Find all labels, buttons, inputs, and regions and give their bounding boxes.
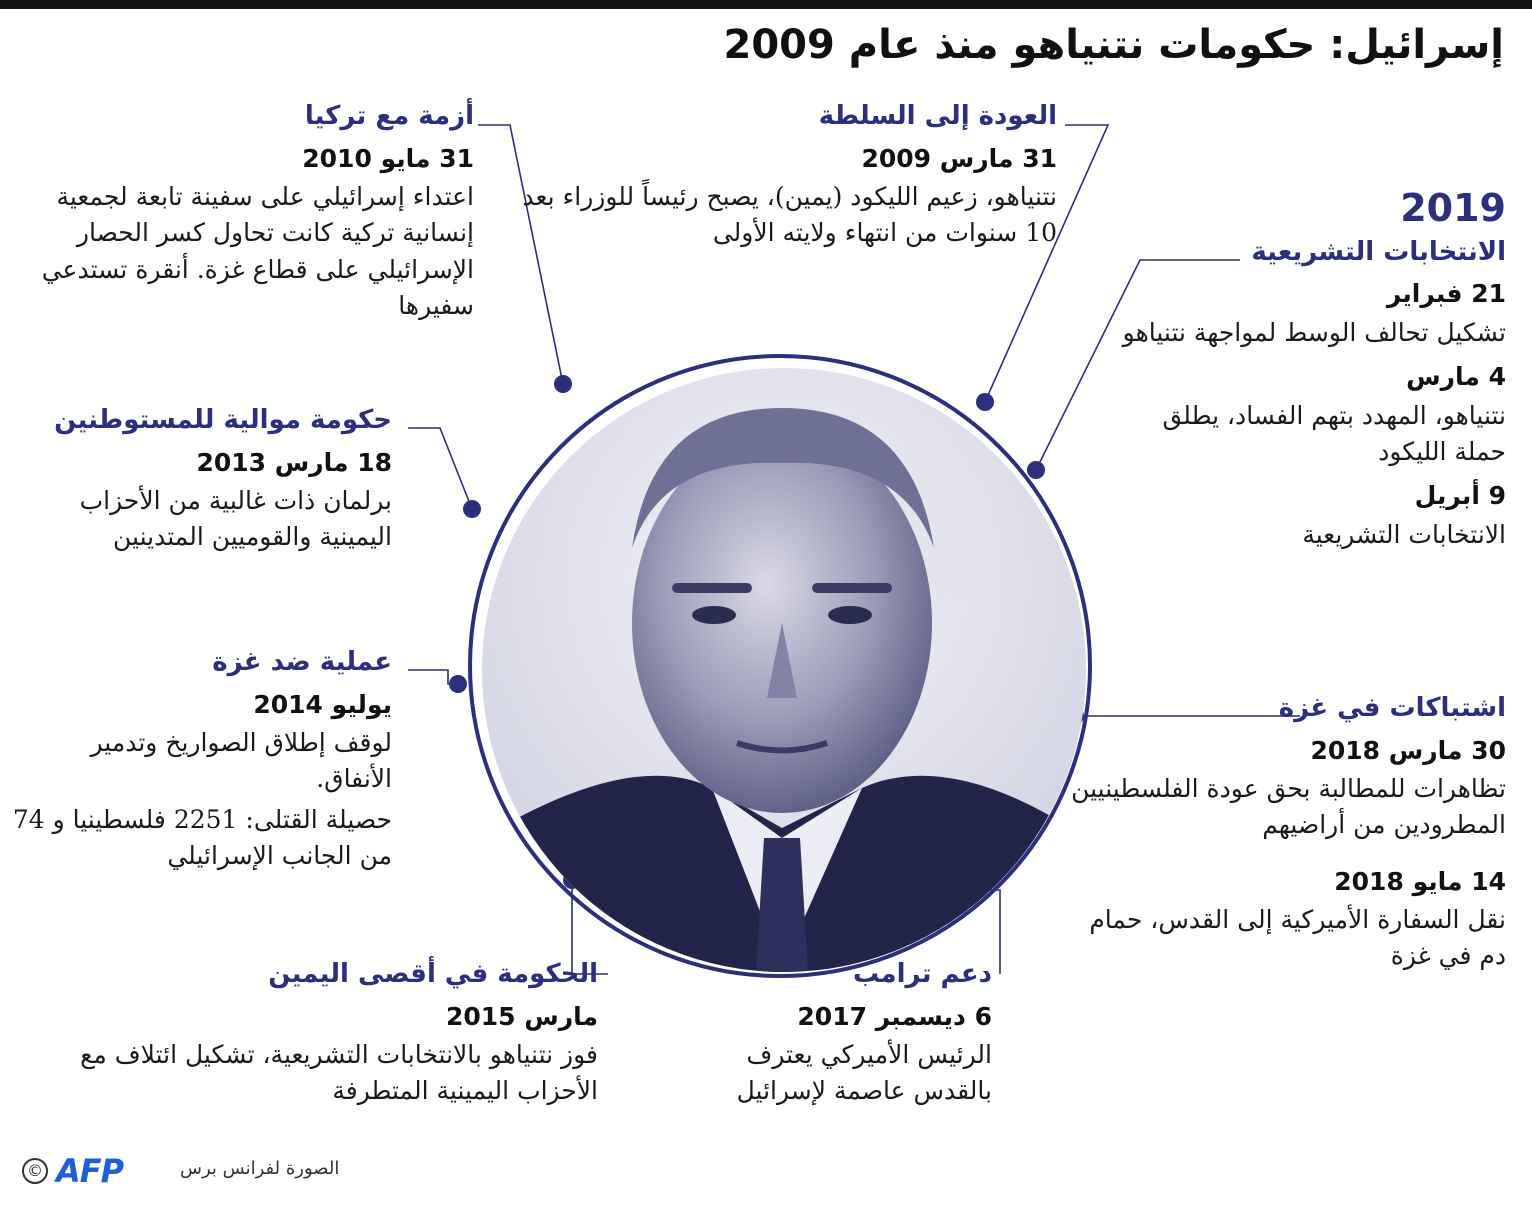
- afp-logo: AFP: [56, 1152, 124, 1190]
- photo-credit: الصورة لفرانس برس: [180, 1158, 340, 1179]
- event-description: فوز نتنياهو بالانتخابات التشريعية، تشكيل ائتلاف مع الأحزاب اليمينية المتطرفة: [80, 1040, 598, 1106]
- event-date: 31 مارس 2009: [861, 143, 1057, 173]
- event-heading: حكومة موالية للمستوطنين: [54, 405, 392, 435]
- event-date: 18 مارس 2013: [196, 447, 392, 477]
- event-trump-support: [662, 958, 992, 1110]
- page-title: إسرائيل: حكومات نتنياهو منذ عام 2009: [723, 22, 1504, 68]
- event-heading: العودة إلى السلطة: [818, 101, 1057, 131]
- event-heading: دعم ترامب: [852, 959, 992, 989]
- event-date: 6 ديسمبر 2017: [797, 1001, 992, 1031]
- event-description: نتنياهو، زعيم الليكود (يمين)، يصبح رئيساً للوزراء بعد 10 سنوات من انتهاء ولايته الأولى: [522, 182, 1057, 248]
- casualties-note: حصيلة القتلى: 2251 فلسطينيا و 74 من الجانب الإسرائيلي: [12, 804, 392, 870]
- marker-settler-government: [463, 500, 481, 518]
- leader-settler-government: [408, 428, 472, 509]
- event-gaza-clashes: [1066, 692, 1506, 975]
- event-gaza-operation: [7, 646, 392, 874]
- event-date: 4 مارس: [1406, 362, 1506, 392]
- event-description: الرئيس الأميركي يعترف بالقدس عاصمة لإسرائيل: [736, 1040, 992, 1106]
- event-description: برلمان ذات غالبية من الأحزاب اليمينية والقوميين المتدينين: [79, 486, 392, 552]
- event-heading: الانتخابات التشريعية: [1251, 236, 1506, 267]
- year-label: 2019: [1400, 186, 1506, 230]
- event-description: نقل السفارة الأميركية إلى القدس، حمام دم في غزة: [1089, 905, 1506, 971]
- event-description: نتنياهو، المهدد بتهم الفساد، يطلق حملة الليكود: [1162, 400, 1506, 466]
- event-description: لوقف إطلاق الصواريخ وتدمير الأنفاق.: [90, 728, 392, 794]
- event-description: تظاهرات للمطالبة بحق عودة الفلسطينيين المطرودين من أراضيهم: [1071, 774, 1506, 840]
- event-heading: أزمة مع تركيا: [304, 101, 474, 131]
- marker-return-to-power: [976, 393, 994, 411]
- event-date: 30 مارس 2018: [1310, 735, 1506, 765]
- event-date: مارس 2015: [445, 1001, 598, 1031]
- copyright-icon: ©: [22, 1158, 48, 1184]
- event-description: الانتخابات التشريعية: [1302, 519, 1506, 549]
- event-heading: اشتباكات في غزة: [1278, 693, 1506, 723]
- event-elections-2019: [1116, 188, 1506, 553]
- event-date: يوليو 2014: [253, 689, 392, 719]
- event-settler-government: [7, 404, 392, 556]
- marker-gaza-operation: [449, 675, 467, 693]
- portrait-ring: [468, 354, 1092, 978]
- event-heading: الحكومة في أقصى اليمين: [268, 959, 598, 989]
- event-far-right-government: [38, 958, 598, 1110]
- event-date: 31 مايو 2010: [302, 143, 474, 173]
- event-date: 21 فبراير: [1386, 279, 1506, 309]
- event-turkey-crisis: [9, 100, 474, 324]
- event-return-to-power: [517, 100, 1057, 252]
- event-description: تشكيل تحالف الوسط لمواجهة نتنياهو: [1122, 317, 1506, 347]
- event-description: اعتداء إسرائيلي على سفينة تابعة لجمعية إنسانية تركية كانت تحاول كسر الحصار الإسرائيلي على قطاع غزة. أنقرة تستدعي سفيرها: [41, 182, 474, 320]
- event-heading: عملية ضد غزة: [212, 647, 392, 677]
- event-date: 9 أبريل: [1414, 481, 1506, 511]
- marker-turkey-crisis: [554, 375, 572, 393]
- marker-elections-2019: [1027, 461, 1045, 479]
- event-date: 14 مايو 2018: [1334, 866, 1506, 896]
